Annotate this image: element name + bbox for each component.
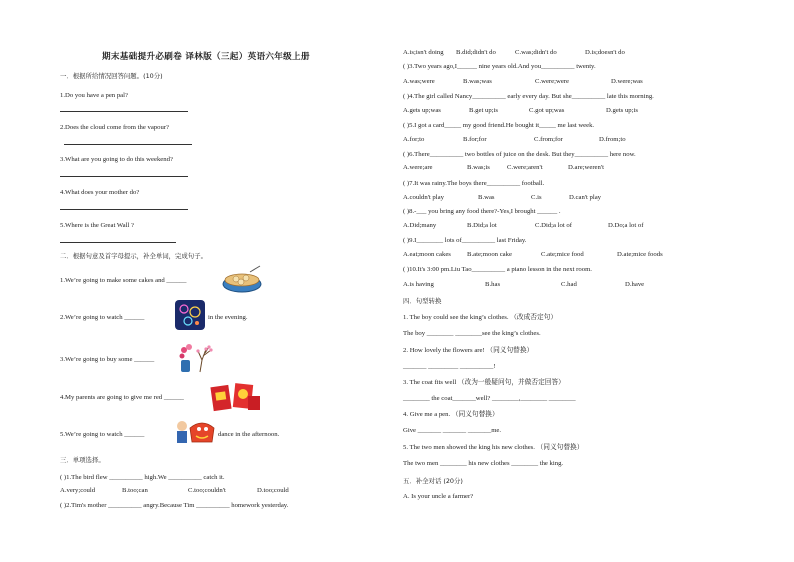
question-4: 4.What does your mother do?: [60, 189, 140, 196]
fill-1: 1.We’re going to make some cakes and ______: [60, 277, 187, 284]
choice-2: ( )2.Tim's mother __________ angry.Because Tim __________ homework yesterday.: [60, 502, 289, 509]
section-3-heading: 三．单项选择。: [60, 456, 105, 464]
choice-10: ( )10.It's 3:00 pm.Liu Tao__________ a piano lesson in the next room.: [403, 266, 592, 273]
question-2: 2.Does the cloud come from the vapour?: [60, 124, 170, 131]
choice-9-option-b[interactable]: B.ate;moon cake: [467, 251, 512, 258]
transform-1: 1. The boy could see the king’s clothes. （改成否定句）: [403, 314, 558, 321]
choice-1-option-b[interactable]: B.too;can: [122, 487, 148, 494]
choice-8: ( )8.-___ you bring any food there?-Yes,I brought ______ .: [403, 208, 561, 215]
fill-2-end: in the evening.: [208, 314, 248, 321]
transform-5: 5. The two men showed the king his new clothes. （同义句替换）: [403, 444, 584, 451]
choice-5-option-b[interactable]: B.for;for: [463, 136, 487, 143]
choice-8-option-a[interactable]: A.Did;many: [403, 222, 437, 229]
fill-3: 3.We’re going to buy some ______: [60, 356, 155, 363]
choice-4-option-d[interactable]: D.gets up;is: [606, 107, 638, 114]
fill-2: 2.We’re going to watch ______: [60, 314, 145, 321]
answer-line-5[interactable]: [60, 242, 176, 243]
choice-2-option-d[interactable]: D.is;doesn't do: [585, 49, 625, 56]
transform-4: 4. Give me a pen. （同义句替换）: [403, 411, 499, 418]
choice-4-option-b[interactable]: B.get up;is: [469, 107, 498, 114]
choice-6-option-c[interactable]: C.were;aren't: [507, 164, 543, 171]
choice-8-option-b[interactable]: B.Did;a lot: [467, 222, 497, 229]
section-2-heading: 二．根据句意及首字母提示，补全单词，完成句子。: [60, 252, 207, 260]
choice-10-option-b[interactable]: B.has: [485, 281, 501, 288]
choice-5-option-a[interactable]: A.for;to: [403, 136, 425, 143]
question-1: 1.Do you have a pen pal?: [60, 92, 128, 99]
transform-2-answer[interactable]: _______ _________ __________!: [403, 363, 496, 370]
choice-6-option-b[interactable]: B.was;is: [467, 164, 490, 171]
transform-3: 3. The coat fits well （改为一般疑问句，并做否定回答）: [403, 379, 565, 386]
choice-3-option-d[interactable]: D.were;was: [611, 78, 643, 85]
choice-9: ( )9.I________ lots of__________ last Friday.: [403, 237, 527, 244]
transform-1-answer[interactable]: The boy ________ ________see the king’s clothes.: [403, 330, 541, 337]
fill-5: 5.We’re going to watch ______: [60, 431, 145, 438]
choice-4-option-a[interactable]: A.gets up;was: [403, 107, 441, 114]
choice-10-option-a[interactable]: A.is having: [403, 281, 434, 288]
dialogue-line-1: A. Is your uncle a farmer?: [403, 493, 474, 500]
mooncake-bowl-icon: [220, 264, 264, 294]
red-packet-icon: [210, 382, 262, 412]
choice-3-option-c[interactable]: C.were;were: [535, 78, 569, 85]
choice-7-option-d[interactable]: D.can't play: [569, 194, 602, 201]
choice-2-option-b[interactable]: B.did;didn't do: [456, 49, 496, 56]
transform-2: 2. How lovely the flowers are! （同义句替换）: [403, 347, 534, 354]
transform-3-answer[interactable]: ________ the coat_______well? ________,________ ________: [403, 395, 576, 402]
choice-5-option-d[interactable]: D.from;to: [599, 136, 626, 143]
choice-1: ( )1.The bird flew __________ high.We __________ catch it.: [60, 474, 225, 481]
choice-9-option-a[interactable]: A.eat;moon cakes: [403, 251, 451, 258]
choice-1-option-d[interactable]: D.too;could: [257, 487, 289, 494]
transform-5-answer[interactable]: The two men ________ his new clothes ________ the king.: [403, 460, 564, 467]
flower-vase-icon: [178, 344, 218, 374]
section-5-heading: 五．补全对话 (20分): [403, 477, 463, 485]
choice-2-option-c[interactable]: C.was;didn't do: [515, 49, 557, 56]
page-title: 期末基础提升必刷卷 译林版（三起）英语六年级上册: [102, 52, 310, 62]
choice-6-option-a[interactable]: A.were;are: [403, 164, 433, 171]
choice-8-option-c[interactable]: C.Did;a lot of: [535, 222, 572, 229]
choice-7-option-c[interactable]: C.is: [531, 194, 542, 201]
choice-2-option-a[interactable]: A.is;isn't doing: [403, 49, 444, 56]
choice-7-option-a[interactable]: A.couldn't play: [403, 194, 444, 201]
fill-4: 4.My parents are going to give me red ______: [60, 394, 184, 401]
choice-7-option-b[interactable]: B.was: [478, 194, 495, 201]
lion-dance-icon: [172, 418, 218, 448]
question-3: 3.What are you going to do this weekend?: [60, 156, 173, 163]
answer-line-4[interactable]: [60, 209, 188, 210]
transform-4-answer[interactable]: Give _______ _______ _______me.: [403, 427, 502, 434]
choice-7: ( )7.It was rainy.The boys there__________ football.: [403, 180, 545, 187]
choice-9-option-c[interactable]: C.ate;mice food: [541, 251, 584, 258]
fireworks-icon: [175, 300, 205, 330]
section-4-heading: 四．句型转换: [403, 297, 442, 305]
section-1-heading: 一．根据所给情况回答问题。(10分): [60, 72, 163, 80]
choice-3-option-b[interactable]: B.was;was: [463, 78, 492, 85]
choice-4-option-c[interactable]: C.got up;was: [529, 107, 565, 114]
choice-1-option-a[interactable]: A.very;could: [60, 487, 96, 494]
choice-1-option-c[interactable]: C.too;couldn't: [188, 487, 226, 494]
choice-3-option-a[interactable]: A.was;were: [403, 78, 435, 85]
question-5: 5.Where is the Great Wall ?: [60, 222, 134, 229]
choice-6: ( )6.There__________ two bottles of juice on the desk. But they__________ here now.: [403, 151, 636, 158]
choice-5-option-c[interactable]: C.from;for: [534, 136, 563, 143]
choice-6-option-d[interactable]: D.are;weren't: [568, 164, 604, 171]
choice-10-option-c[interactable]: C.had: [561, 281, 577, 288]
choice-4: ( )4.The girl called Nancy__________ early every day. But she__________ late this morning.: [403, 93, 654, 100]
answer-line-1[interactable]: [60, 111, 188, 112]
choice-9-option-d[interactable]: D.ate;mice foods: [617, 251, 663, 258]
fill-5-end: dance in the afternoon.: [218, 431, 280, 438]
choice-5: ( )5.I got a card_____ my good friend.He bought it_____ me last week.: [403, 122, 595, 129]
answer-line-2[interactable]: [64, 144, 192, 145]
answer-line-3[interactable]: [60, 176, 188, 177]
choice-10-option-d[interactable]: D.have: [625, 281, 645, 288]
choice-8-option-d[interactable]: D.Do;a lot of: [608, 222, 644, 229]
choice-3: ( )3.Two years ago,I______ nine years old.And you__________ twenty.: [403, 63, 596, 70]
